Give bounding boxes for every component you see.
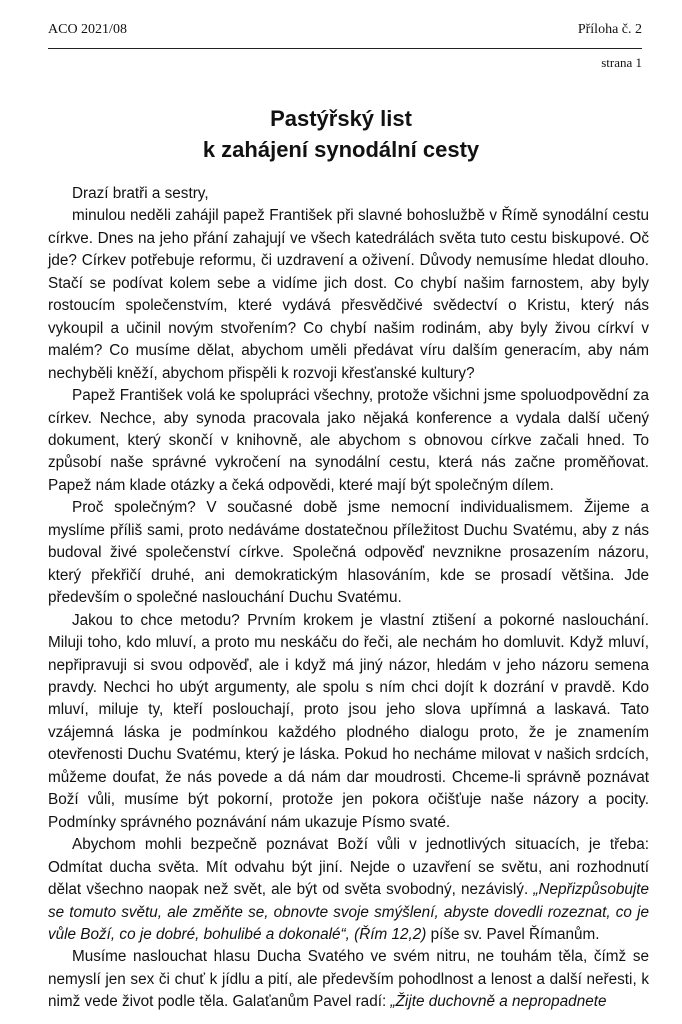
paragraph-text: minulou neděli zahájil papež František při slavné bohoslužbě v Římě synodální cestu církve. Dnes na jeho přání zahajují ve všech katedrálách světa tuto cestu biskupové. Oč jde? Církev potřebuje reformu, či uzdravení a oživení. Důvody nemusíme hledat dlouho. Stačí se podívat kolem sebe a vidíme jich dost. Co chybí našim farnostem, aby byly rostoucím společenstvím, které vydává přesvědčivé svědectví o Kristu, který nás vykoupil a učinil novým stvořením? Co chybí našim rodinám, aby byly živou církví v malém? Co musíme dělat, abychom uměli předávat víru dalším generacím, aby nám nechyběli kněží, abychom přispěli k rozvoji křesťanské kultury?	[48, 207, 649, 382]
paragraph-text-after-quote: píše sv. Pavel Římanům.	[426, 925, 600, 943]
letter-body	[48, 183, 649, 1014]
scripture-quote: „Žijte duchovně a nepropadnete	[390, 993, 607, 1011]
paragraph	[48, 834, 649, 946]
scripture-quote: „Nepřizpůsobujte se tomuto světu, ale změňte se, obnovte svoje smýšlení, abyste dovedli rozeznat, co je vůle Boží, co je dobré, bohulibé a dokonalé“, (Řím 12,2)	[48, 881, 649, 943]
attachment-label: Příloha č. 2	[577, 22, 642, 37]
header-divider	[48, 48, 642, 49]
paragraph-text: Musíme naslouchat hlasu Ducha Svatého ve svém nitru, ne touhám těla, čímž se nemyslí jen sex či chuť k jídlu a pití, ale především pohodlnost a lenost a další neřesti, k nimž vede život podle těla. Galaťanům Pavel radí:	[48, 948, 649, 1011]
page-number: strana 1	[601, 55, 642, 70]
paragraph-text: Abychom mohli bezpečně poznávat Boží vůli v jednotlivých situacích, je třeba: Odmítat ducha světa. Mít odvahu být jiní. Nejde o uzavření se světu, ani rozhodnutí dělat všechno naopak než svět, ale být od světa svobodný, nezávislý.	[48, 836, 649, 899]
document-reference: ACO 2021/08	[48, 22, 127, 37]
paragraph-text: Jakou to chce metodu? Prvním krokem je vlastní ztišení a pokorné naslouchání. Miluji toho, kdo mluví, a proto mu neskáču do řeči, ale nechám ho domluvit. Když mluví, nepřipravuji si svou odpověď, ale i když má jiný názor, hledám v jeho názoru semena pravdy. Nechci ho ubýt argumenty, ale spolu s ním chci dojít k dozrání v pravdě. Kdo mluví, miluje ty, kteří poslouchají, proto jsou jeho slova upřímná a laskavá. Tato vzájemná láska je podmínkou každého plodného dialogu proto, že je znamením otevřenosti Duchu Svatému, který je láska. Pokud ho necháme milovat v našich srdcích, můžeme doufat, že nás povede a dá nám dar moudrosti. Chceme-li správně poznávat Boží vůli, musíme být pokorní, protože jen pokora očišťuje naše názory a pocity. Podmínky správného poznávání nám ukazuje Písmo svaté.	[48, 611, 649, 831]
page-title	[0, 103, 682, 165]
paragraph-text: Proč společným? V současné době jsme nemocní individualismem. Žijeme a myslíme příliš sami, proto nedáváme dostatečnou příležitost Duchu Svatému, aby z nás budoval živé společenství církve. Společná odpověď nevznikne prosazením názoru, který překřičí druhé, ani demokratickým hlasováním, kde se prosadí většina. Jde především o společné naslouchání Duchu Svatému.	[48, 499, 649, 607]
paragraph	[48, 946, 649, 1013]
paragraph	[48, 205, 649, 385]
paragraph-text: Drazí bratři a sestry,	[72, 185, 209, 202]
title-line-1: Pastýřský list	[270, 106, 412, 131]
paragraph-salutation	[48, 183, 649, 205]
paragraph-text: Papež František volá ke spolupráci všechny, protože všichni jsme spoluodpovědní za církev. Nechce, aby synoda pracovala jako nějaká konference a vydala další učený dokument, který skončí v knihovně, ale abychom s obnovou církve začali hned. To způsobí naše správné vykročení na synodální cestu, která nás začne proměňovat. Papež nám klade otázky a čeká odpovědi, které mají být společným dílem.	[48, 387, 649, 494]
title-line-2: k zahájení synodální cesty	[202, 137, 480, 162]
paragraph	[48, 497, 649, 609]
paragraph	[48, 610, 649, 835]
paragraph	[48, 385, 649, 497]
